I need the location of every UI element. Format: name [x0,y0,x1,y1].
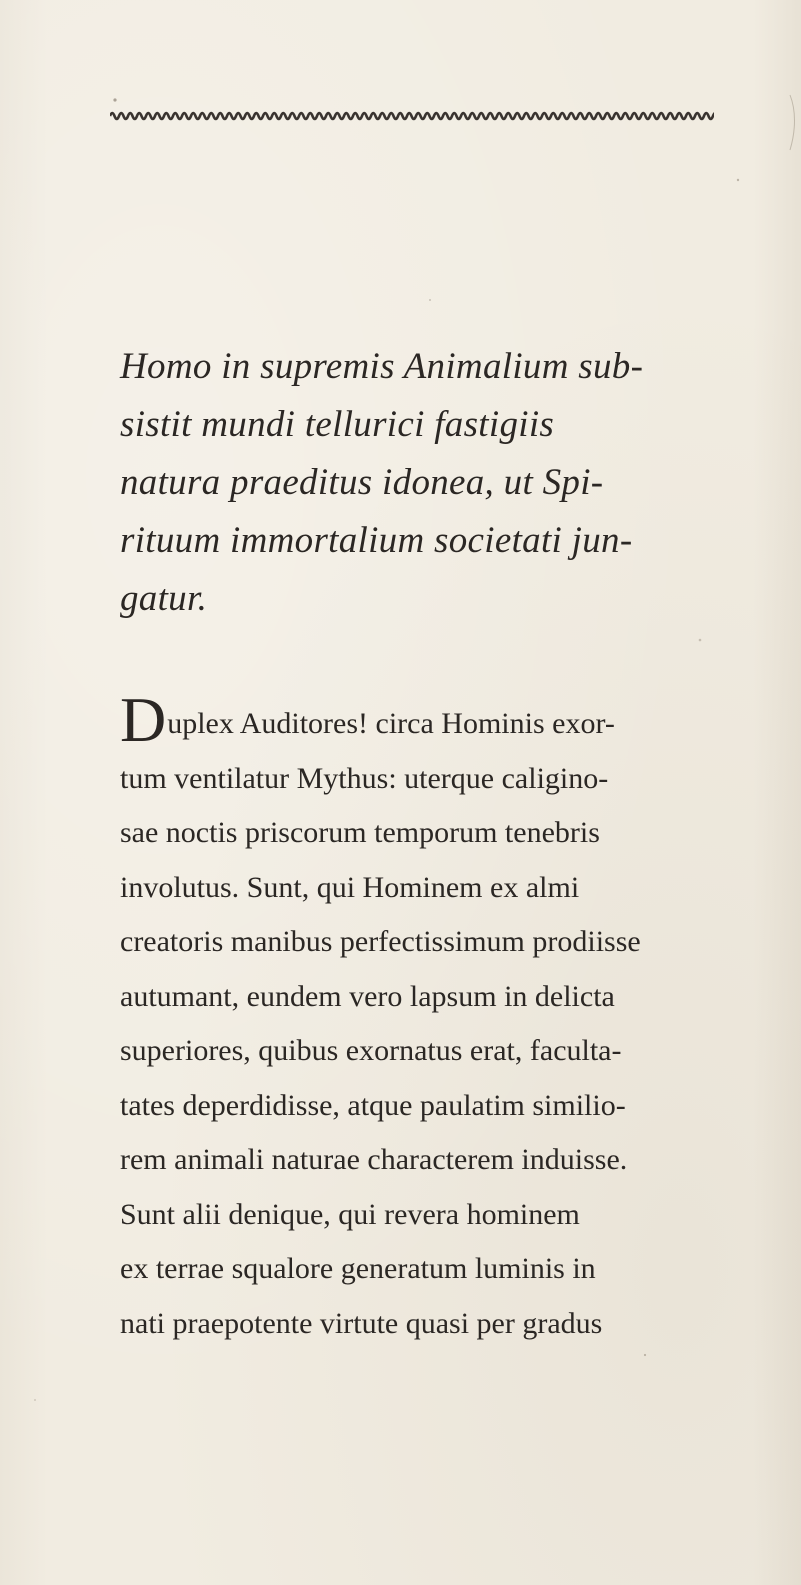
body-line: sae noctis priscorum temporum tenebris [120,816,600,849]
body-first-line [120,684,770,755]
wavy-border-ornament-icon [110,108,714,124]
epigraph [120,338,760,628]
body-line: creatoris manibus perfectissimum prodiisse [120,925,641,958]
body-line: ex terrae squalore generatum luminis in [120,1252,596,1285]
epigraph-line: Homo in supremis Animalium sub- [120,346,644,387]
body-line: superiores, quibus exornatus erat, faculta- [120,1034,622,1067]
epigraph-line: sistit mundi tellurici fastigiis [120,404,555,445]
epigraph-line: rituum immortalium societati jun- [120,520,633,561]
body-line: autumant, eundem vero lapsum in delicta [120,979,615,1013]
drop-cap: D [120,684,167,755]
epigraph-line: natura praeditus idonea, ut Spi- [120,462,604,503]
body-line: tates deperdidisse, atque paulatim similio- [120,1088,626,1122]
body-line: rem animali naturae characterem induisse. [120,1143,628,1176]
body-line: Sunt alii denique, qui revera hominem [120,1197,580,1231]
epigraph-line: gatur. [120,578,208,619]
body-line: involutus. Sunt, qui Hominem ex almi [120,870,580,904]
body-line: tum ventilatur Mythus: uterque caligino- [120,761,609,795]
first-line-text: uplex Auditores! circa Hominis exor- [167,707,615,740]
body-paragraph [120,684,770,1351]
body-line: nati praepotente virtute quasi per gradus [120,1306,603,1340]
